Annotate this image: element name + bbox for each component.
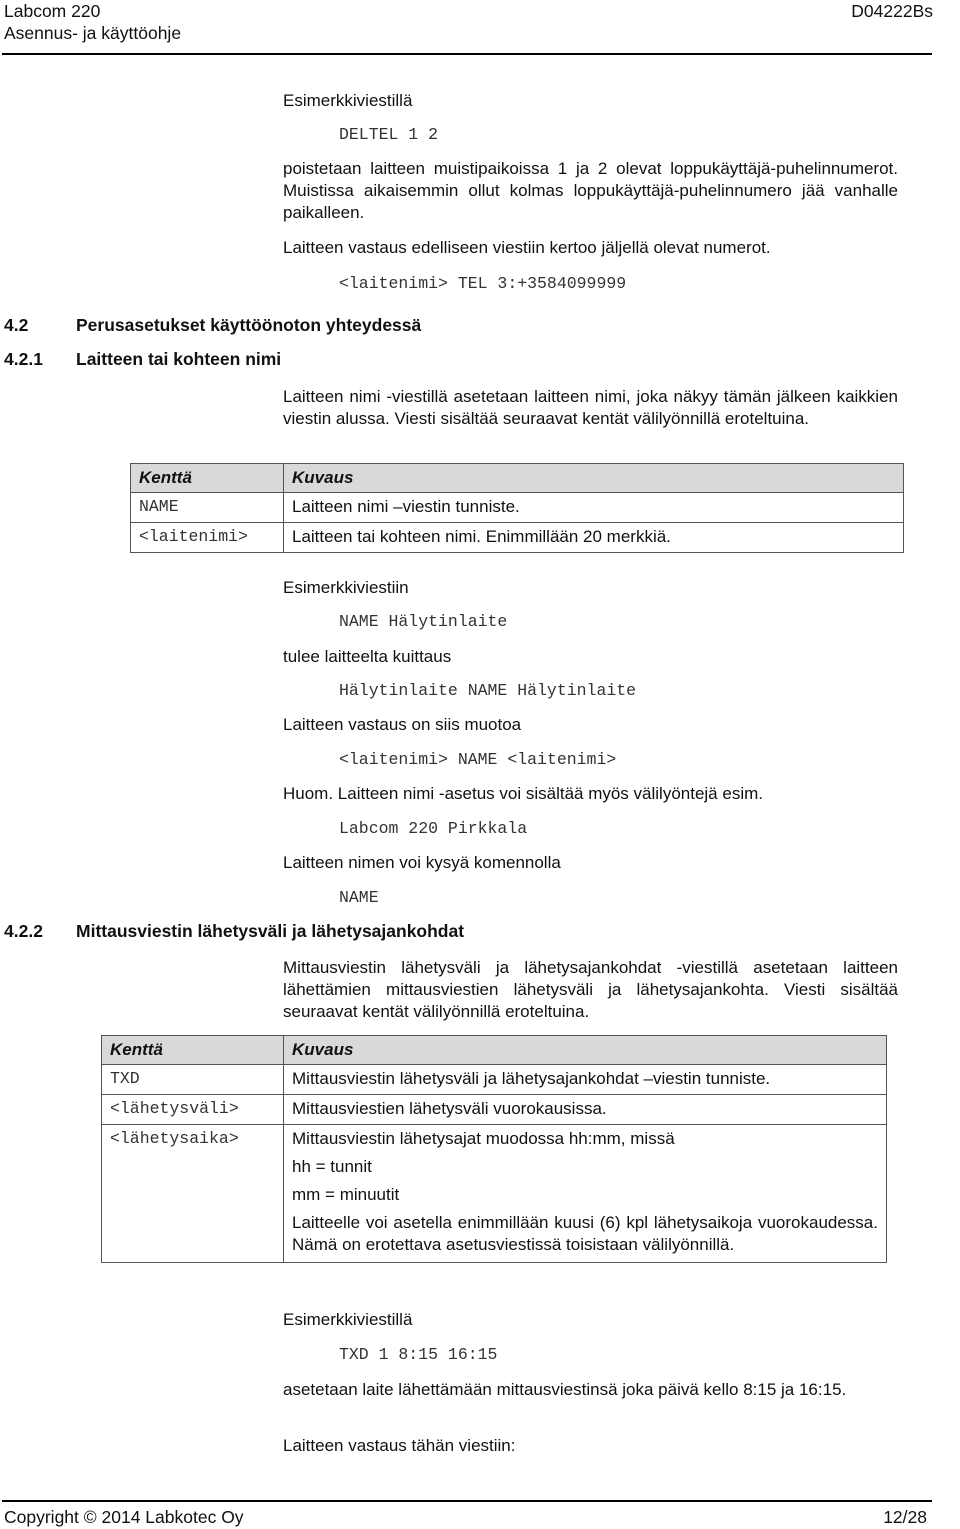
table-row: [131, 493, 904, 523]
reply-code-tel: <laitenimi> TEL 3:+3584099999: [339, 274, 627, 293]
header-product: Labcom 220: [4, 1, 101, 21]
example-label-txd: Esimerkkiviestillä: [283, 1310, 413, 1329]
table-cell-description: Mittausviestien lähetysväli vuorokausissa.: [284, 1095, 887, 1125]
table-cell-field: <laitenimi>: [131, 523, 284, 553]
table-row: [102, 1095, 887, 1125]
section-number-4-2-2: 4.2.2: [4, 921, 43, 941]
table-cell-field: NAME: [131, 493, 284, 523]
header-rule: [2, 53, 932, 55]
form-text: Laitteen vastaus on siis muotoa: [283, 715, 522, 734]
column-header-field: Kenttä: [102, 1036, 284, 1065]
note-code: Labcom 220 Pirkkala: [339, 819, 528, 838]
table-cell-field: <lähetysaika>: [102, 1125, 284, 1263]
column-header-description: Kuvaus: [284, 1036, 887, 1065]
query-code: NAME: [339, 888, 379, 907]
table-cell-description: Mittausviestin lähetysväli ja lähetysajankohdat –viestin tunniste.: [284, 1065, 887, 1095]
form-code: <laitenimi> NAME <laitenimi>: [339, 750, 617, 769]
ack-text: tulee laitteelta kuittaus: [283, 647, 452, 666]
footer-page-number: 12/28: [883, 1507, 927, 1527]
description-line: mm = minuutit: [292, 1185, 400, 1204]
note-text: Huom. Laitteen nimi -asetus voi sisältää myös välilyöntejä esim.: [283, 784, 763, 803]
section-title-4-2: Perusasetukset käyttöönoton yhteydessä: [76, 315, 422, 335]
txd-fields-table: [101, 1035, 887, 1263]
section-number-4-2: 4.2: [4, 315, 29, 335]
column-header-field: Kenttä: [131, 464, 284, 493]
description-line: hh = tunnit: [292, 1157, 372, 1176]
table-cell-field: <lähetysväli>: [102, 1095, 284, 1125]
table-row: [102, 1065, 887, 1095]
example-code-txd: TXD 1 8:15 16:15: [339, 1345, 498, 1364]
query-text: Laitteen nimen voi kysyä komennolla: [283, 853, 561, 872]
section-title-4-2-2: Mittausviestin lähetysväli ja lähetysajankohdat: [76, 921, 465, 941]
example-label-top: Esimerkkiviestillä: [283, 91, 413, 110]
column-header-description: Kuvaus: [284, 464, 904, 493]
paragraph-txd-reply: Laitteen vastaus tähän viestiin:: [283, 1436, 516, 1455]
section-title-4-2-1: Laitteen tai kohteen nimi: [76, 349, 282, 369]
table-cell-description: Laitteen tai kohteen nimi. Enimmillään 20 merkkiä.: [284, 523, 904, 553]
paragraph-txd-intro: Mittausviestin lähetysväli ja lähetysajankohdat -viestillä asetetaan laitteen lähettämien mittausviestien lähetysväli ja lähetysajankohta. Viesti sisältää seuraavat kentät välilyönnillä eroteltuina.: [283, 958, 898, 1021]
table-cell-field: TXD: [102, 1065, 284, 1095]
paragraph-name-intro: Laitteen nimi -viestillä asetetaan laitteen nimi, joka näkyy tämän jälkeen kaikkien viestin alussa. Viesti sisältää seuraavat kentät välilyönnillä eroteltuina.: [283, 387, 898, 428]
paragraph-txd-result: asetetaan laite lähettämään mittausviestinsä joka päivä kello 8:15 ja 16:15.: [283, 1380, 847, 1399]
example-code-deltel: DELTEL 1 2: [339, 125, 439, 144]
header-subtitle: Asennus- ja käyttöohje: [4, 23, 182, 43]
table-header-row: [102, 1036, 887, 1065]
description-line: Mittausviestin lähetysajat muodossa hh:mm, missä: [292, 1129, 675, 1148]
example-code-name: NAME Hälytinlaite: [339, 612, 508, 631]
table-cell-description: Laitteen nimi –viestin tunniste.: [284, 493, 904, 523]
example-label-name: Esimerkkiviestiin: [283, 578, 409, 597]
table-row: [131, 523, 904, 553]
name-fields-table: [130, 463, 904, 553]
ack-code: Hälytinlaite NAME Hälytinlaite: [339, 681, 637, 700]
paragraph-deltel-explanation: poistetaan laitteen muistipaikoissa 1 ja 2 olevat loppukäyttäjä-puhelinnumerot. Muistissa aikaisemmin ollut kolmas loppukäyttäjä-puhelinnumero jää vanhalle paikalleen.: [283, 159, 898, 222]
table-cell-description: [284, 1125, 887, 1263]
description-line: Laitteelle voi asetella enimmillään kuusi (6) kpl lähetysaikoja vuorokaudessa. Nämä on erotettava asetusviestissä toisistaan välilyönnillä.: [292, 1213, 878, 1254]
paragraph-reply-intro: Laitteen vastaus edelliseen viestiin kertoo jäljellä olevat numerot.: [283, 238, 771, 257]
table-header-row: [131, 464, 904, 493]
table-row: [102, 1125, 887, 1263]
footer-copyright: Copyright © 2014 Labkotec Oy: [4, 1507, 244, 1527]
section-number-4-2-1: 4.2.1: [4, 349, 43, 369]
footer-rule: [2, 1500, 932, 1502]
header-doc-code: D04222Bs: [851, 1, 933, 21]
